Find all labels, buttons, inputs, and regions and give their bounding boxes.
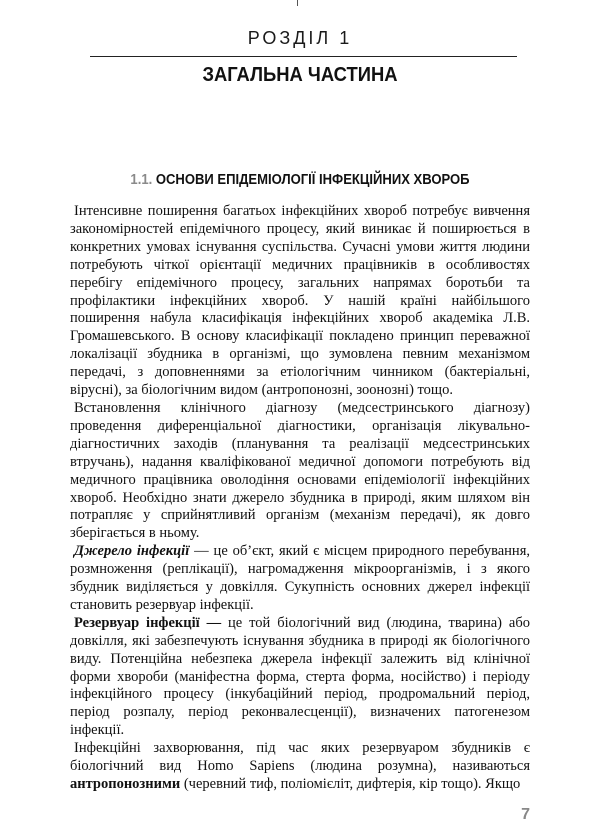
body-text <box>70 203 530 794</box>
section-title: ОСНОВИ ЕПІДЕМІОЛОГІЇ ІНФЕКЦІЙНИХ ХВОРОБ <box>155 172 470 188</box>
paragraph-3-text: — це об’єкт, який є місцем природного перебування, розмноження (реплікації), нагромадження мікроорганізмів, і з якого збудник виділяється у довкілля. Сукупність основних джерел інфекції становить резервуар інфекції. <box>70 543 530 613</box>
term-infection-reservoir: Резервуар інфекції — <box>74 614 222 631</box>
term-infection-source: Джерело інфекції <box>74 543 190 560</box>
chapter-label: РОЗДІЛ 1 <box>247 28 353 48</box>
section-number: 1.1. <box>130 172 153 188</box>
paragraph-4-text: це той біологічний вид (людина, тварина) або довкілля, які забезпечують існування збудника в природі як біологічного виду. Потенційна небезпека джерела інфекції залежить від клінічної форми хвороби (маніфестна форма, стерта форма, носійство) і періоду інфекційного процесу (інкубаційний період, продромальний період, період розпалу, період реконвалесценції), визначених патогенезом інфекції. <box>70 614 530 739</box>
chapter-title: ЗАГАЛЬНА ЧАСТИНА <box>202 64 398 86</box>
paragraph-4 <box>70 615 530 740</box>
paragraph-3 <box>70 543 530 615</box>
page-number: 7 <box>521 806 530 823</box>
paragraph-2: Встановлення клінічного діагнозу (медсестринського діагнозу) проведення диференціальної діагностики, організація лікувально-діагностичних заходів (планування та реалізації медсестринських втручань), надання кваліфікованої медичної допомоги потребують від медичного працівника оволодіння основами епідеміології інфекційних хвороб. Необхідно знати джерело збудника в природі, яким шляхом він потрапляє у сприйнятливий організм (механізм передачі), як довго зберігається в ньому. <box>70 399 530 542</box>
section-heading <box>30 172 570 188</box>
paragraph-5-text: (черевний тиф, поліомієліт, дифтерія, кір тощо). Якщо <box>180 776 521 792</box>
paragraph-5 <box>70 740 530 794</box>
paragraph-5-start: Інфекційні захворювання, під час яких резервуаром збудників є біологічний вид Homo Sapiens (людина розумна), називаються <box>70 740 530 775</box>
chapter-rule <box>90 56 517 57</box>
top-tick-mark <box>297 0 298 6</box>
paragraph-1: Інтенсивне поширення багатьох інфекційних хвороб потребує вивчення закономірностей епідемічного процесу, який виникає й поширюється в конкретних умовах існування суспільства. Сучасні умови життя людини потребують чіткої орієнтації медичних працівників в особливостях перебігу епідемічного процесу, загальних напрямах боротьби та профілактики інфекційних хвороб. У нашій країні найбільшого поширення набула класифікація інфекційних хвороб академіка Л.В. Громашевського. В основу класифікації покладено принцип переважної локалізації збудника в організмі, що зумовлена певним механізмом передачі, з доповненнями за етіологічним чинником (бактеріальні, вірусні), за біологічним видом (антропонозні, зоонозні) тощо. <box>70 203 530 399</box>
term-anthroponoses: антропонозними <box>70 776 181 792</box>
